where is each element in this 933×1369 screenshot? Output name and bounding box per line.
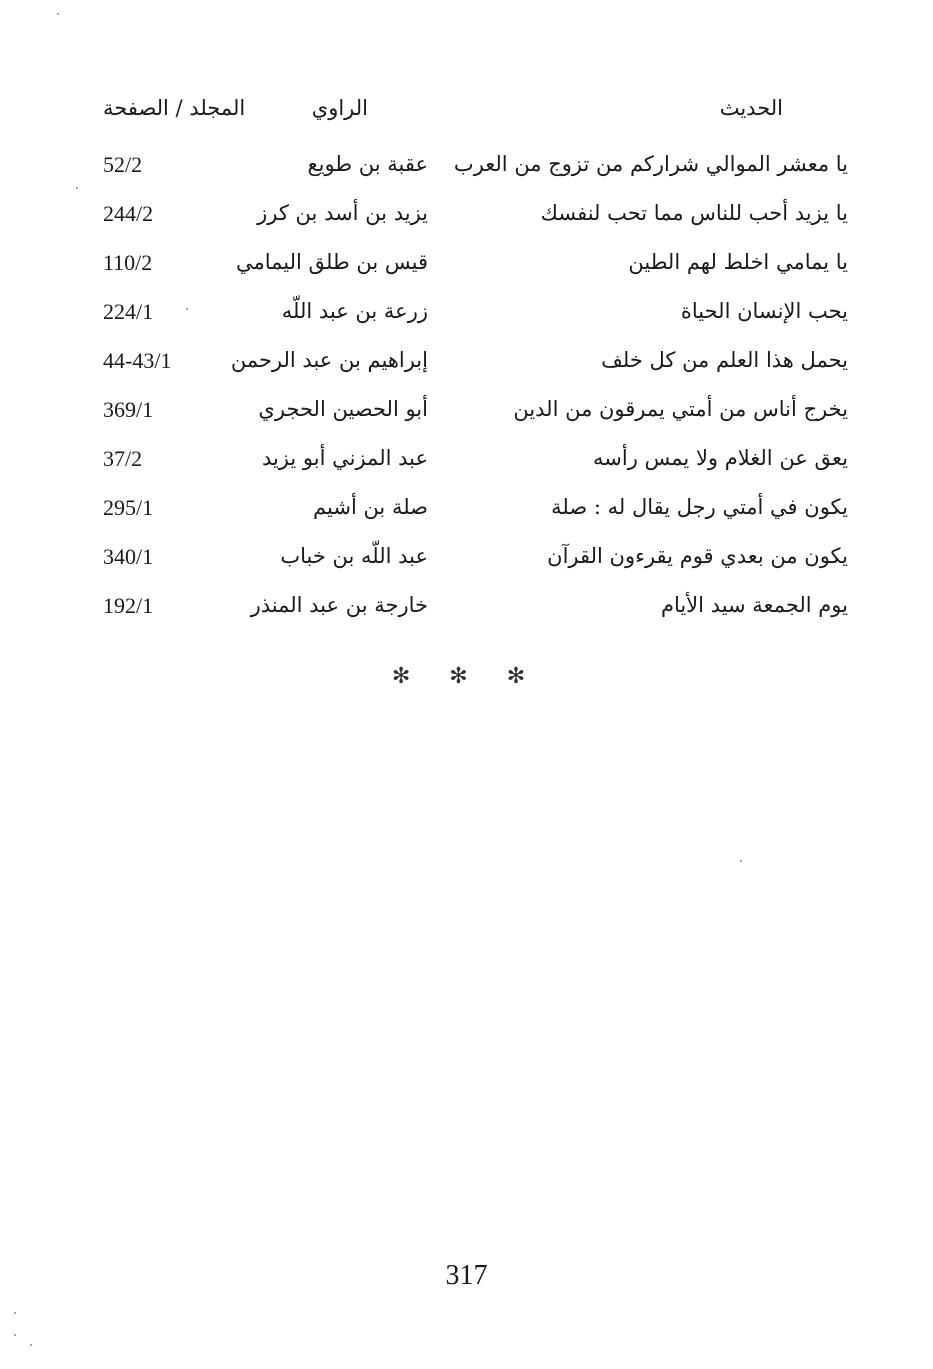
hadith-text: يكون من بعدي قوم يقرءون القرآن xyxy=(547,544,848,568)
scan-speck xyxy=(76,187,78,189)
scan-speck xyxy=(30,1344,32,1346)
table-header xyxy=(0,96,933,132)
narrator-name: قيس بن طلق اليمامي xyxy=(235,250,428,274)
volume-page-ref: 37/2 xyxy=(103,446,143,471)
narrator-name: خارجة بن عبد المنذر xyxy=(250,593,428,617)
volume-page-ref: 192/1 xyxy=(103,593,154,618)
volume-page-ref: 52/2 xyxy=(103,152,143,177)
hadith-text: يعق عن الغلام ولا يمس رأسه xyxy=(593,446,848,470)
narrator-name: عبد اللّه بن خباب xyxy=(280,544,428,568)
volume-page-ref: 295/1 xyxy=(103,495,154,520)
scan-speck xyxy=(740,860,742,862)
narrator-name: عقبة بن طويع xyxy=(307,152,428,176)
table-row xyxy=(0,295,933,344)
header-volume-page: المجلد / الصفحة xyxy=(103,96,246,120)
volume-page-ref: 244/2 xyxy=(103,201,154,226)
hadith-text: يحمل هذا العلم من كل خلف xyxy=(601,348,848,372)
narrator-name: عبد المزني أبو يزيد xyxy=(261,446,428,470)
header-narrator: الراوي xyxy=(311,96,368,120)
volume-page-ref: 224/1 xyxy=(103,299,154,324)
table-row xyxy=(0,344,933,393)
hadith-text: يوم الجمعة سيد الأيام xyxy=(660,593,848,617)
narrator-name: صلة بن أشيم xyxy=(313,495,428,519)
narrator-name: زرعة بن عبد اللّه xyxy=(281,299,428,323)
narrator-name: إبراهيم بن عبد الرحمن xyxy=(230,348,428,372)
scan-speck xyxy=(14,1312,16,1314)
header-hadith: الحديث xyxy=(719,96,783,120)
table-row xyxy=(0,197,933,246)
narrator-name: يزيد بن أسد بن كرز xyxy=(257,201,428,225)
hadith-text: يا يزيد أحب للناس مما تحب لنفسك xyxy=(540,201,848,225)
volume-page-ref: 44-43/1 xyxy=(103,348,172,373)
table-row xyxy=(0,442,933,491)
volume-page-ref: 110/2 xyxy=(103,250,153,275)
table-row xyxy=(0,148,933,197)
hadith-text: يا معشر الموالي شراركم من تزوج من العرب xyxy=(453,152,848,176)
table-row xyxy=(0,491,933,540)
volume-page-ref: 340/1 xyxy=(103,544,154,569)
table-row xyxy=(0,589,933,638)
hadith-index-table xyxy=(0,148,933,638)
hadith-text: يحب الإنسان الحياة xyxy=(680,299,848,323)
narrator-name: أبو الحصين الحجري xyxy=(258,397,428,421)
hadith-text: يا يمامي اخلط لهم الطين xyxy=(628,250,848,274)
hadith-text: يخرج أناس من أمتي يمرقون من الدين xyxy=(513,397,848,421)
table-row xyxy=(0,246,933,295)
scan-speck xyxy=(57,13,59,15)
table-row xyxy=(0,540,933,589)
page-number: 317 xyxy=(445,1260,488,1291)
volume-page-ref: 369/1 xyxy=(103,397,154,422)
table-row xyxy=(0,393,933,442)
scan-speck xyxy=(186,308,188,310)
scan-speck xyxy=(14,1334,16,1336)
section-separator: ✻ ✻ ✻ xyxy=(391,664,542,689)
hadith-text: يكون في أمتي رجل يقال له : صلة xyxy=(551,495,848,519)
